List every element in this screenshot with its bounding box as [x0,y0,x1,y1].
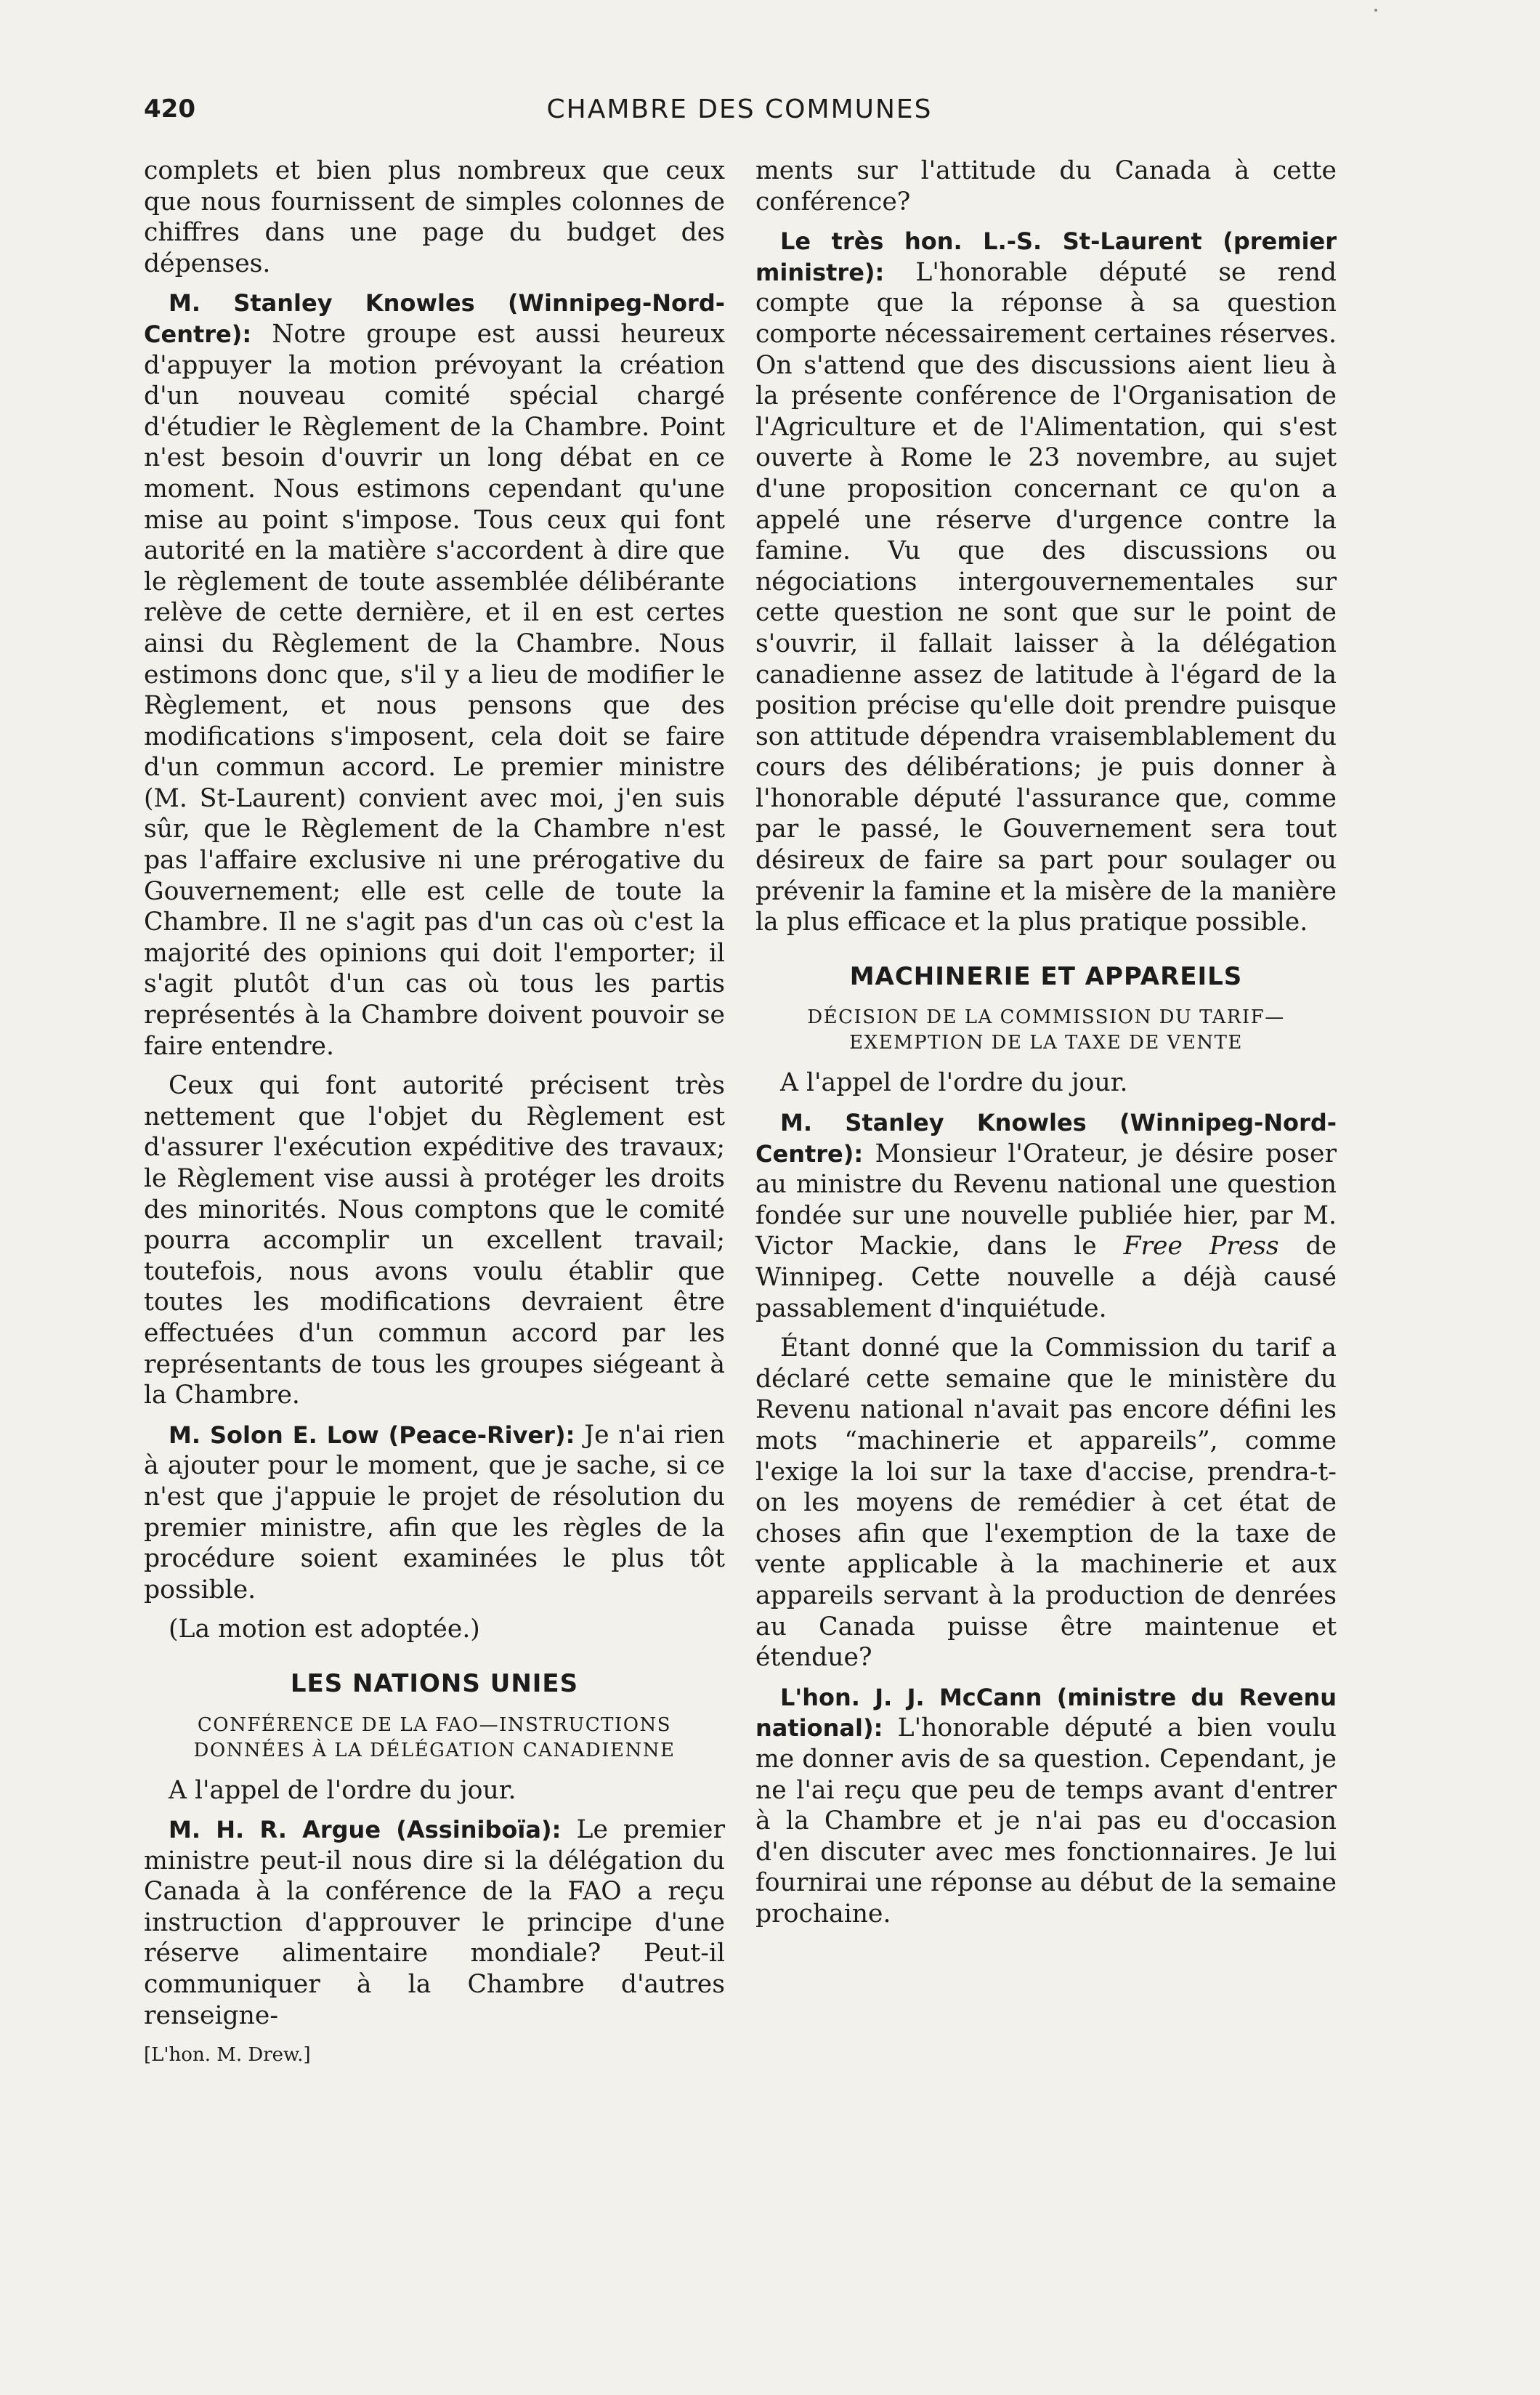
left-column [144,156,725,2071]
section-title: MACHINERIE ET APPAREILS [849,961,1243,991]
subheading-line: DONNÉES À LA DÉLÉGATION CANADIENNE [193,1739,676,1761]
paragraph: Étant donné que la Commission du tarif a déclaré cette semaine que le ministère du Revenu national n'avait pas encore défini les mots “machinerie et appareils”, comme l'exige la loi sur la taxe d'accise, prendra-t-on les moyens de remédier à cet état de choses afin que l'exemption de la taxe de vente applicable à la machinerie et aux appareils servant à la production de denrées au Canada puisse être maintenue et étendue? [755,1333,1337,1673]
page-signature: [L'hon. M. Drew.] [144,2044,311,2067]
subheading-line: EXEMPTION DE LA TAXE DE VENTE [849,1032,1243,1054]
speaker-name: M. H. R. Argue (Assiniboïa): [169,1816,562,1844]
paragraph: (La motion est adoptée.) [169,1615,480,1644]
subheading-line: CONFÉRENCE DE LA FAO—INSTRUCTIONS [197,1713,672,1736]
speaker-name: L'hon. J. J. McCann (ministre du Revenu national): [755,1683,1337,1742]
newspaper-name: Free Press [1123,1232,1279,1261]
subheading-line: DÉCISION DE LA COMMISSION DU TARIF— [807,1006,1285,1029]
speaker-name: M. Stanley Knowles (Winnipeg-Nord-Centre): [755,1109,1337,1168]
speech-text: L'honorable député a bien voulu me donner avis de sa question. Cependant, je ne l'ai reçu que peu de temps avant d'entrer à la Chambre et je n'ai pas eu d'occasion d'en discuter avec mes fonctionnaires. Je lui fournirai une réponse au début de la semaine prochaine. [755,1713,1337,1928]
scan-speck [1374,9,1377,12]
paragraph: ments sur l'attitude du Canada à cette conférence? [755,156,1337,217]
section-subheading [144,1713,725,1764]
paragraph [755,226,1337,938]
speech-text: de Winnipeg. Cette nouvelle a déjà causé passablement d'inquiétude. [755,1232,1337,1323]
speech-text: Le premier ministre peut-il nous dire si la délégation du Canada à la conférence de la FAO a reçu instruction d'approuver le principe d'une réserve alimentaire mondiale? Peut-il communiquer à la Chambre d'autres renseigne- [144,1815,725,2030]
speaker-name: Le très hon. L.-S. St-Laurent (premier ministre): [755,227,1337,286]
paragraph [144,1814,725,2031]
paragraph: Ceux qui font autorité précisent très nettement que l'objet du Règlement est d'assurer l'exécution expéditive des travaux; le Règlement vise aussi à protéger les droits des minorités. Nous comptons que le comité pourra accomplir un excellent travail; toutefois, nous avons voulu établir que toutes les modifications devraient être effectuées d'un commun accord par les représentants de tous les groupes siégeant à la Chambre. [144,1071,725,1410]
speech-text: Notre groupe est aussi heureux d'appuyer la motion prévoyant la création d'un nouveau comité spécial chargé d'étudier le Règlement de la Chambre. Point n'est besoin d'ouvrir un long débat en ce moment. Nous estimons cependant qu'une mise au point s'impose. Tous ceux qui font autorité en la matière s'accordent à dire que le règlement de toute assemblée délibérante relève de cette dernière, et il en est certes ainsi du Règlement de la Chambre. Nous estimons donc que, s'il y a lieu de modifier le Règlement, et nous pensons que des modifications s'imposent, cela doit se faire d'un commun accord. Le premier ministre (M. St-Laurent) convient avec moi, j'en suis sûr, que le Règlement de la Chambre n'est pas l'affaire exclusive ni une prérogative du Gouvernement; elle est celle de toute la Chambre. Il ne s'agit pas d'un cas où c'est la majorité des opinions qui doit l'emporter; il s'agit plutôt d'un cas où tous les partis représentés à la Chambre doivent pouvoir se faire entendre. [144,319,725,1061]
section-subheading [755,1005,1337,1056]
speech-text: Monsieur l'Orateur, je désire poser au ministre du Revenu national une question fondée sur une nouvelle publiée hier, par M. Victor Mackie, dans le [755,1139,1337,1261]
running-title: CHAMBRE DES COMMUNES [546,94,933,124]
page-number: 420 [144,94,195,124]
paragraph [755,1682,1337,1930]
paragraph [755,1107,1337,1324]
page-header [144,94,1335,138]
paragraph: complets et bien plus nombreux que ceux que nous fournissent de simples colonnes de chiffres dans une page du budget des dépenses. [144,156,725,278]
section-title: LES NATIONS UNIES [290,1668,579,1698]
speech-text: L'honorable député se rend compte que la réponse à sa question comporte nécessairement certaines réserves. On s'attend que des discussions aient lieu à la présente conférence de l'Organisation de l'Agriculture et de l'Alimentation, qui s'est ouverte à Rome le 23 novembre, au sujet d'une proposition concernant ce qu'on a appelé une réserve d'urgence contre la famine. Vu que des discussions ou négociations intergouvernementales sur cette question ne sont que sur le point de s'ouvrir, il fallait laisser à la délégation canadienne assez de latitude à l'égard de la position précise qu'elle doit prendre puisque son attitude dépendra vraisemblablement du cours des délibérations; je puis donner à l'honorable député l'assurance que, comme par le passé, le Gouvernement sera tout désireux de faire sa part pour soulager ou prévenir la famine et la misère de la manière la plus efficace et la plus pratique possible. [755,257,1337,937]
speaker-name: M. Stanley Knowles (Winnipeg-Nord-Centre): [144,289,725,348]
paragraph: A l'appel de l'ordre du jour. [169,1775,516,1805]
speaker-name: M. Solon E. Low (Peace-River): [169,1421,575,1449]
right-column [755,156,1337,1938]
paragraph [144,288,725,1062]
paragraph [144,1420,725,1606]
speech-text: Je n'ai rien à ajouter pour le moment, que je sache, si ce n'est que j'appuie le projet de résolution du premier ministre, afin que les règles de la procédure soient examinées le plus tôt possible. [144,1420,726,1604]
paragraph: A l'appel de l'ordre du jour. [780,1068,1128,1098]
